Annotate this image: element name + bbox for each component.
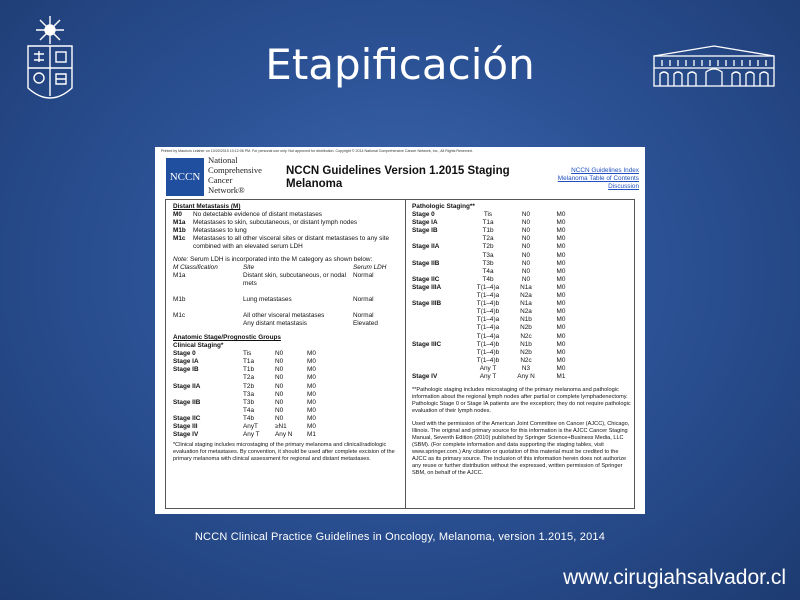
m-row: M0 No detectable evidence of distant metastases	[173, 211, 322, 219]
staging-row: Stage 0 Tis N0 M0	[412, 211, 566, 219]
staging-row: Stage IIB T3b N0 M0	[173, 398, 316, 406]
staging-row: Stage IV Any T Any N M1	[412, 372, 566, 380]
clinical-staging-heading: Clinical Staging*	[173, 342, 224, 350]
staging-row: Stage 0 Tis N0 M0	[173, 350, 316, 358]
distant-metastasis-heading: Distant Metastasis (M)	[173, 203, 241, 210]
staging-row: Stage IIA T2b N0 M0	[412, 243, 566, 251]
nccn-staging-document	[155, 147, 645, 514]
anatomic-stage-heading: Anatomic Stage/Prognostic Groups	[173, 333, 281, 341]
ldh-note: Note: Serum LDH is incorporated into the M category as shown below:	[173, 255, 373, 263]
link-table-of-contents[interactable]: Melanoma Table of Contents	[557, 174, 639, 182]
staging-row: T(1–4)a N2b M0	[476, 324, 566, 332]
m-class-row: M1b Lung metastases Normal	[173, 295, 374, 303]
staging-row: Stage IB T1b N0 M0	[173, 366, 316, 374]
link-guidelines-index[interactable]: NCCN Guidelines Index	[571, 167, 639, 174]
staging-row: Stage IV Any T Any N M1	[173, 431, 316, 439]
m-row: M1c Metastases to all other visceral sites or distant metastases to any site combined with an elevated serum LDH	[173, 235, 390, 251]
staging-row: T3a N0 M0	[243, 390, 316, 398]
printed-by-line: Printed by Mauricio Lelaher on 10/20/2015 10:12:06 PM. For personal use only. Not approved for distribution. Copyright © 2014 National Comprehensive Cancer Network, Inc., All Rights Reserved.	[161, 149, 473, 153]
column-divider	[405, 199, 406, 509]
m-row: M1a Metastases to skin, subcutaneous, or distant lymph nodes	[173, 219, 358, 227]
clinical-footnote: *Clinical staging includes microstaging of the primary melanoma and clinical/radiologic evaluation for metastases. By convention, it should be used after complete excision of the primary melanoma with clinical assessment for regional and distant metastases.	[173, 442, 395, 463]
staging-row: T2a N0 M0	[482, 235, 566, 243]
m-class-headers: M Classification Site Serum LDH	[173, 263, 387, 271]
staging-row: T(1–4)a N2c M0	[476, 332, 566, 340]
clinical-staging-table	[173, 350, 401, 439]
staging-row: Stage IIC T4b N0 M0	[173, 414, 316, 422]
document-title: NCCN Guidelines Version 1.2015 Staging Melanoma	[286, 165, 510, 190]
staging-row: T(1–4)a N1b M0	[476, 316, 566, 324]
slide-title: Etapificación	[265, 40, 535, 89]
m-class-row: M1a Distant skin, subcutaneous, or nodal mets Normal	[173, 271, 374, 287]
staging-row: T(1–4)a N2a M0	[476, 292, 566, 300]
staging-row: Stage IIIC T(1–4)b N1b M0	[412, 340, 566, 348]
pathologic-footnote: **Pathologic staging includes microstaging of the primary melanoma and pathologic information about the regional lymph nodes after partial or complete lymphadenectomy. Pathologic Stage 0 or Stage IA patients are the exception; they do not require pathologic evaluation of their lymph nodes.	[412, 387, 631, 415]
staging-row: Stage IIIA T(1–4)a N1a M0	[412, 283, 566, 291]
ajcc-permission-note: Used with the permission of the American Joint Committee on Cancer (AJCC), Chicago, Illinois. The original and primary source for this information is the AJCC Cancer Staging Manual, Seventh Edition (2010) published by Springer Science+Business Media, LLC (SBM). (For complete information and data supporting the staging tables, visit www.springer.com.) Any citation or quotation of this material must be credited to the AJCC as its primary source. The inclusion of this information herein does not authorize any reuse or further distribution without the expressed, written permission of Springer SBM, on behalf of the AJCC.	[412, 421, 630, 477]
nccn-org-name: National Comprehensive Cancer Network®	[208, 155, 262, 195]
m-class-row: Any distant metastasis Elevated	[243, 319, 378, 327]
staging-row: Stage IIB T3b N0 M0	[412, 259, 566, 267]
staging-row: Stage III AnyT ≥N1 M0	[173, 422, 316, 430]
nccn-logo: NCCN	[166, 158, 204, 196]
m-row: M1b Metastases to lung	[173, 227, 247, 235]
staging-row: T(1–4)b N2a M0	[476, 308, 566, 316]
right-column	[412, 203, 634, 477]
slide-caption: NCCN Clinical Practice Guidelines in Oncology, Melanoma, version 1.2015, 2014	[194, 531, 606, 543]
pathologic-staging-table	[412, 211, 634, 381]
pathologic-staging-heading: Pathologic Staging**	[412, 203, 475, 210]
link-discussion[interactable]: Discussion	[608, 182, 639, 190]
staging-row: Stage IA T1a N0 M0	[173, 358, 316, 366]
staging-row: T4a N0 M0	[243, 406, 316, 414]
staging-row: T(1–4)b N2b M0	[476, 348, 566, 356]
staging-row: Stage IIA T2b N0 M0	[173, 382, 316, 390]
staging-row: Stage IA T1a N0 M0	[412, 219, 566, 227]
left-column	[173, 203, 401, 463]
document-links	[558, 167, 639, 190]
staging-row: T(1–4)b N2c M0	[476, 356, 566, 364]
staging-row: Stage IIIB T(1–4)b N1a M0	[412, 300, 566, 308]
staging-row: Stage IB T1b N0 M0	[412, 227, 566, 235]
website-url: www.cirugiahsalvador.cl	[563, 566, 786, 589]
staging-row: T4a N0 M0	[482, 267, 566, 275]
staging-row: Stage IIC T4b N0 M0	[412, 275, 566, 283]
staging-row: T2a N0 M0	[243, 374, 316, 382]
staging-row: T3a N0 M0	[482, 251, 566, 259]
hospital-building-icon	[652, 44, 776, 88]
staging-row: Any T N3 M0	[479, 364, 566, 372]
m-class-row: M1c All other visceral metastases Normal	[173, 311, 374, 319]
